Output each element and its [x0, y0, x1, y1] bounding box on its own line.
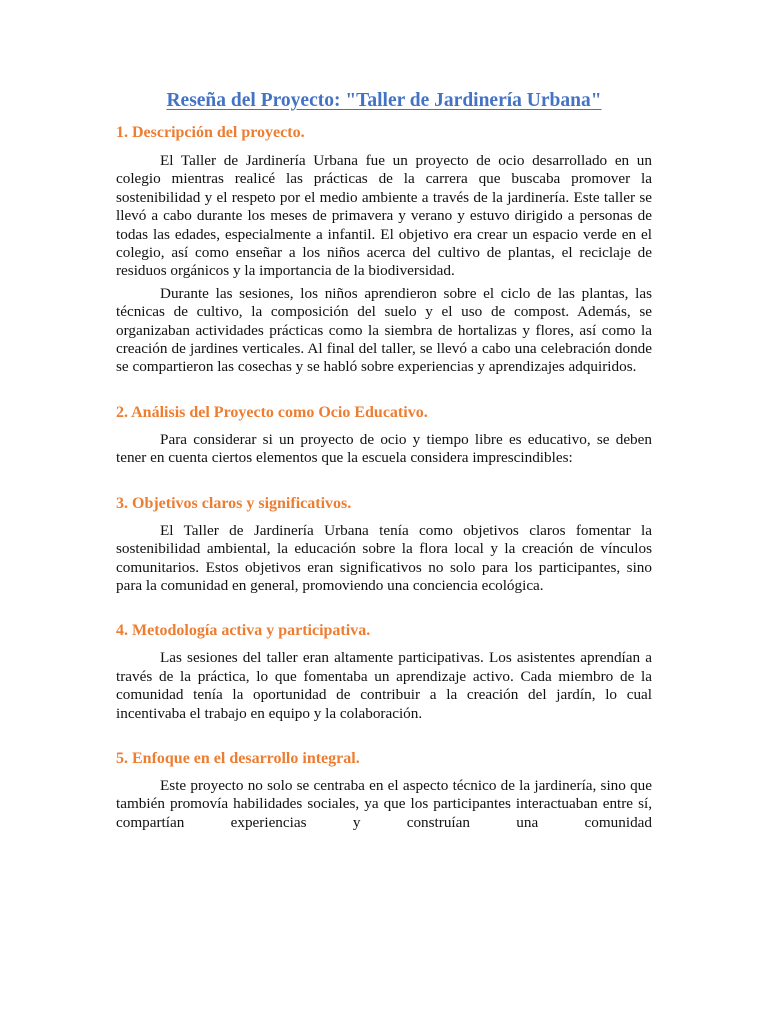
section-heading-metodologia: 4. Metodología activa y participativa. [116, 622, 371, 640]
section-heading-descripcion: 1. Descripción del proyecto. [116, 124, 305, 141]
paragraph: Las sesiones del taller eran altamente participativas. Los asistentes aprendían a través de la práctica, lo que fomentaba un aprendizaje activo. Cada miembro de la comunidad tenía la oportunidad de contribuir a la creación del jardín, lo cual incentivaba el trabajo en equipo y la colaboración. [116, 649, 652, 722]
paragraph: Para considerar si un proyecto de ocio y tiempo libre es educativo, se deben tener en cuenta ciertos elementos que la escuela considera imprescindibles: [116, 430, 652, 467]
document-body [116, 88, 652, 832]
section-heading-enfoque: 5. Enfoque en el desarrollo integral. [116, 749, 360, 767]
paragraph: El Taller de Jardinería Urbana tenía como objetivos claros fomentar la sostenibilidad ambiental, la educación sobre la flora local y la creación de vínculos comunitarios. Estos objetivos eran significativos no solo para los participantes, sino para la comunidad en general, promoviendo una conciencia ecológica. [116, 521, 652, 594]
section-heading-objetivos: 3. Objetivos claros y significativos. [116, 494, 352, 512]
paragraph: Este proyecto no solo se centraba en el aspecto técnico de la jardinería, sino que también promovía habilidades sociales, ya que los participantes interactuaban entre sí, compartían experiencias y construían una comunidad [116, 776, 652, 831]
paragraph: Durante las sesiones, los niños aprendieron sobre el ciclo de las plantas, las técnicas de cultivo, la composición del suelo y el uso de compost. Además, se organizaban actividades prácticas como la siembra de hortalizas y flores, así como la creación de jardines verticales. Al final del taller, se llevó a cabo una celebración donde se compartieron las cosechas y se habló sobre experiencias y aprendizajes adquiridos. [116, 284, 652, 376]
section-heading-analisis: 2. Análisis del Proyecto como Ocio Educativo. [116, 403, 428, 421]
paragraph: El Taller de Jardinería Urbana fue un proyecto de ocio desarrollado en un colegio mientras realicé las prácticas de la carrera que buscaba promover la sostenibilidad y el respeto por el medio ambiente a través de la jardinería. Este taller se llevó a cabo durante los meses de primavera y verano y estuvo dirigido a personas de todas las edades, especialmente a infantil. El objetivo era crear un espacio verde en el colegio, así como enseñar a los niños acerca del cultivo de plantas, el reciclaje de residuos orgánicos y la importancia de la biodiversidad. [116, 152, 652, 280]
document-title: Reseña del Proyecto: "Taller de Jardinería Urbana" [166, 90, 602, 111]
